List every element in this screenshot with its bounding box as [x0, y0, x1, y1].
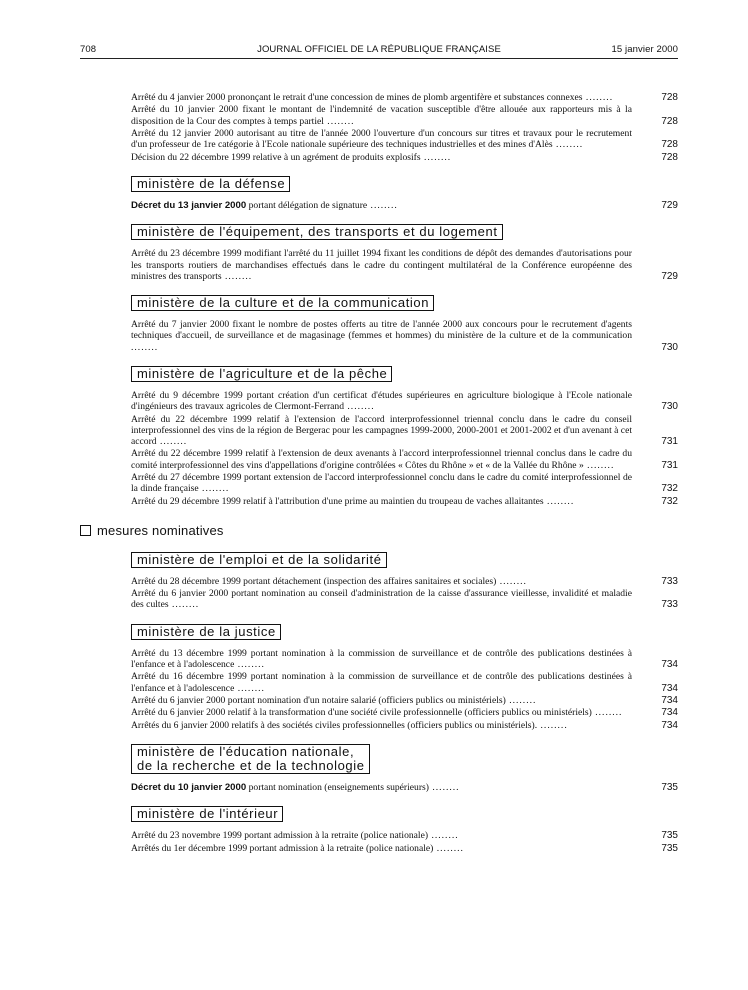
toc-page-number: 728 — [661, 139, 678, 151]
toc-entry-body: portant nomination (enseignements supérieurs) — [246, 782, 429, 794]
dot-leader: ........ — [505, 694, 537, 706]
ministry-heading-line: ministère de la défense — [137, 175, 286, 191]
toc-entry-text — [131, 843, 632, 854]
dot-leader: ........ — [591, 707, 623, 719]
ministry-heading-line: ministère de l'équipement, des transports et du logement — [137, 224, 498, 240]
toc-entry-lead: Décret du 13 janvier 2000 — [131, 199, 247, 211]
ministry-heading — [131, 744, 370, 774]
ministry-heading — [131, 176, 290, 192]
dot-leader: ........ — [344, 401, 375, 413]
toc-entry — [80, 496, 678, 507]
toc-entry — [80, 782, 678, 793]
toc-page-number: 734 — [661, 658, 678, 670]
toc-entry-text — [131, 782, 632, 793]
toc-entry-text — [131, 448, 632, 470]
toc-page-number: 729 — [661, 199, 678, 211]
dot-leader: ........ — [428, 830, 459, 842]
toc-entry — [80, 671, 678, 693]
toc-page-number: 728 — [661, 151, 678, 163]
ministry-heading-line: ministère de l'intérieur — [137, 806, 279, 822]
toc-entry-body: Arrêté du 13 décembre 1999 portant nomination à la commission de surveillance et de contrôle des publications destinées à l'enfance et à l'adolescence — [131, 647, 632, 670]
toc-page-number: 728 — [661, 115, 678, 127]
toc-entry — [80, 92, 678, 103]
toc-page-number: 734 — [661, 682, 678, 694]
toc-entry-body: Arrêté du 12 janvier 2000 autorisant au titre de l'année 2000 l'ouverture d'un concours sur titres et travaux pour le recrutement d'un professeur de 1re catégorie à l'Ecole nationale supérieure des techniques industrielles et des mines d'Alès — [131, 127, 632, 151]
ministry-heading — [131, 295, 434, 311]
page-number: 708 — [80, 44, 97, 55]
toc-entry-text — [131, 830, 632, 841]
dot-leader: ........ — [583, 459, 615, 471]
toc-page-number: 731 — [661, 435, 678, 447]
ministry-heading — [131, 624, 281, 640]
toc-entry-text — [131, 152, 632, 163]
toc-entry-text — [131, 472, 632, 494]
toc-page-number: 733 — [661, 599, 678, 611]
dot-leader: ........ — [323, 115, 355, 127]
toc-entry-body: Arrêté du 22 décembre 1999 relatif à l'extension de deux avenants à l'accord interprofessionnel triennal conclus dans le cadre du comité interprofessionnel des vins d'appellations d'origine contrôlées « Côtes du Rhône » et « de la Vallée du Rhône » — [131, 448, 632, 471]
toc-entry — [80, 648, 678, 670]
dot-leader: ........ — [168, 599, 200, 611]
toc-entry-text — [131, 707, 632, 718]
toc-entry-body: Arrêté du 6 janvier 2000 portant nomination au conseil d'administration de la caisse d'assurance vieillesse, invalidité et maladie des cultes — [131, 588, 632, 611]
toc-entry-body: Arrêté du 29 décembre 1999 relatif à l'attribution d'une prime au maintien du troupeau de vaches allaitantes — [131, 495, 544, 507]
toc-entry-body: Arrêté du 27 décembre 1999 portant extension de l'accord interprofessionnel conclu dans le cadre du comité interprofessionnel de la dinde française — [131, 471, 632, 495]
ministry-heading-line: de la recherche et de la technologie — [137, 758, 365, 774]
dot-leader: ........ — [552, 139, 584, 151]
toc-entry-text — [131, 319, 632, 353]
toc-entry — [80, 843, 678, 854]
toc-entry-text — [131, 588, 632, 610]
toc-entry-body: Arrêté du 23 novembre 1999 portant admission à la retraite (police nationale) — [131, 830, 429, 842]
toc-entry-lead: Décret du 10 janvier 2000 — [131, 782, 247, 794]
toc-entry-body: Arrêté du 23 décembre 1999 modifiant l'arrêté du 11 juillet 1994 fixant les conditions de dépôt des demandes d'autorisations pour les transports routiers de marchandises effectués dans le cadre du contingent multilatéral de la Conférence européenne des ministres des transports — [131, 248, 632, 282]
toc-entry-text — [131, 200, 632, 211]
toc-entry-text — [131, 104, 632, 126]
toc-entry — [80, 104, 678, 126]
dot-leader: ........ — [131, 341, 159, 353]
checkbox-square-icon — [80, 525, 91, 536]
toc-entry — [80, 720, 678, 731]
ministry-heading-line: ministère de l'emploi et de la solidarité — [137, 551, 382, 567]
toc-entry — [80, 200, 678, 211]
toc-entry — [80, 128, 678, 150]
toc-entry-body: Arrêté du 9 décembre 1999 portant création d'un certificat d'études supérieures en agriculture biologique à l'Ecole nationale d'ingénieurs des travaux agricoles de Clermont-Ferrand — [131, 389, 632, 413]
toc-entry-body: Arrêté du 6 janvier 2000 portant nomination d'un notaire salarié (officiers publics ou ministériels) — [131, 694, 506, 706]
toc-entry-text — [131, 390, 632, 412]
toc-page-number: 730 — [661, 341, 678, 353]
toc-entry — [80, 390, 678, 412]
issue-date: 15 janvier 2000 — [611, 44, 678, 55]
toc-entry-text — [131, 128, 632, 150]
toc-page-number: 735 — [661, 842, 678, 854]
toc-entry-text — [131, 496, 632, 507]
toc-entry-text — [131, 720, 632, 731]
toc-entry-text — [131, 414, 632, 448]
ministry-heading-line: ministère de l'agriculture et de la pêche — [137, 365, 388, 381]
toc-entry-body: portant délégation de signature — [246, 199, 368, 211]
ministry-heading-line: ministère de la justice — [137, 623, 276, 639]
toc-entry-text — [131, 576, 632, 587]
toc-page-number: 732 — [661, 483, 678, 495]
toc-page-number: 730 — [661, 401, 678, 413]
toc-entry — [80, 472, 678, 494]
ministry-heading — [131, 366, 392, 382]
dot-leader: ........ — [433, 842, 464, 854]
dot-leader: ........ — [496, 575, 527, 587]
dot-leader: ........ — [198, 483, 230, 495]
toc-entry-body: Arrêtés du 1er décembre 1999 portant admission à la retraite (police nationale) — [131, 842, 434, 854]
dot-leader: ........ — [537, 719, 568, 731]
toc-entry — [80, 588, 678, 610]
dot-leader: ........ — [367, 199, 398, 211]
header-rule — [80, 58, 678, 59]
journal-title: JOURNAL OFFICIEL DE LA RÉPUBLIQUE FRANÇAISE — [257, 44, 501, 55]
toc-entry — [80, 152, 678, 163]
ministry-heading — [131, 224, 503, 240]
section-heading-text: mesures nominatives — [97, 522, 224, 538]
toc-entry — [80, 576, 678, 587]
toc-entry-text — [131, 648, 632, 670]
toc-entry — [80, 695, 678, 706]
ministry-heading — [131, 552, 387, 568]
toc-entry — [80, 448, 678, 470]
toc-entry-body: Arrêté du 16 décembre 1999 portant nomination à la commission de surveillance et de contrôle des publications destinées à l'enfance et à l'adolescence — [131, 671, 632, 694]
toc-entry-body: Arrêté du 22 décembre 1999 relatif à l'extension de l'accord interprofessionnel triennal conclu dans le cadre du conseil interprofessionnel des vins de la région de Bergerac pour les campagnes 1999-2000, 2000-2001 et 2001-2002 et d'un avenant à cet accord — [131, 413, 632, 447]
dot-leader: ........ — [234, 658, 265, 670]
toc-page-number: 729 — [661, 270, 678, 282]
toc-entry — [80, 707, 678, 718]
toc-entry — [80, 248, 678, 282]
toc-page-number: 732 — [661, 495, 678, 507]
toc-entry-body: Arrêté du 28 décembre 1999 portant détachement (inspection des affaires sanitaires et sociales) — [131, 575, 497, 587]
toc-entry-text — [131, 92, 632, 103]
dot-leader: ........ — [582, 92, 614, 103]
ministry-heading — [131, 806, 283, 822]
toc-entry-body: Arrêté du 7 janvier 2000 fixant le nombre de postes offerts au titre de l'année 2000 aux concours pour le recrutement d'agents techniques d'accueil, de surveillance et de magasinage (femmes et hommes) du ministère de la culture et de la communication — [131, 319, 632, 342]
page-header — [80, 44, 678, 58]
toc-page-number: 734 — [661, 707, 678, 719]
toc-entry-body: Décision du 22 décembre 1999 relative à un agrément de produits explosifs — [131, 151, 421, 163]
toc-entry-body: Arrêté du 6 janvier 2000 relatif à la transformation d'une société civile professionnelle (officiers publics ou ministériels) — [131, 707, 592, 719]
toc-page-number: 734 — [661, 694, 678, 706]
dot-leader: ........ — [221, 270, 253, 282]
toc-page-number: 734 — [661, 719, 678, 731]
toc-entry — [80, 319, 678, 353]
toc-entry — [80, 830, 678, 841]
ministry-heading-line: ministère de l'éducation nationale, — [137, 744, 355, 760]
toc-entry-text — [131, 248, 632, 282]
toc-entry-body: Arrêtés du 6 janvier 2000 relatifs à des sociétés civiles professionnelles (officiers publics ou ministériels). — [131, 719, 538, 731]
toc-entry-text — [131, 695, 632, 706]
dot-leader: ........ — [156, 435, 188, 447]
dot-leader: ........ — [543, 495, 575, 507]
toc-page-number: 735 — [661, 830, 678, 842]
toc-page-number: 728 — [661, 92, 678, 103]
section-heading — [80, 523, 678, 538]
toc-page-number: 731 — [661, 459, 678, 471]
table-of-contents — [80, 92, 678, 855]
ministry-heading-line: ministère de la culture et de la communication — [137, 295, 430, 311]
dot-leader: ........ — [234, 682, 265, 694]
toc-page-number: 733 — [661, 575, 678, 587]
toc-entry-body: Arrêté du 4 janvier 2000 prononçant le retrait d'une concession de mines de plomb argentifère et substances connexes — [131, 92, 583, 103]
toc-entry-body: Arrêté du 10 janvier 2000 fixant le montant de l'indemnité de vacation susceptible d'être allouée aux rapporteurs mis à la disposition de la Cour des comptes à temps partiel — [131, 104, 632, 127]
toc-page-number: 735 — [661, 782, 678, 794]
toc-entry — [80, 414, 678, 448]
toc-entry-text — [131, 671, 632, 693]
dot-leader: ........ — [428, 782, 460, 794]
dot-leader: ........ — [420, 151, 452, 163]
